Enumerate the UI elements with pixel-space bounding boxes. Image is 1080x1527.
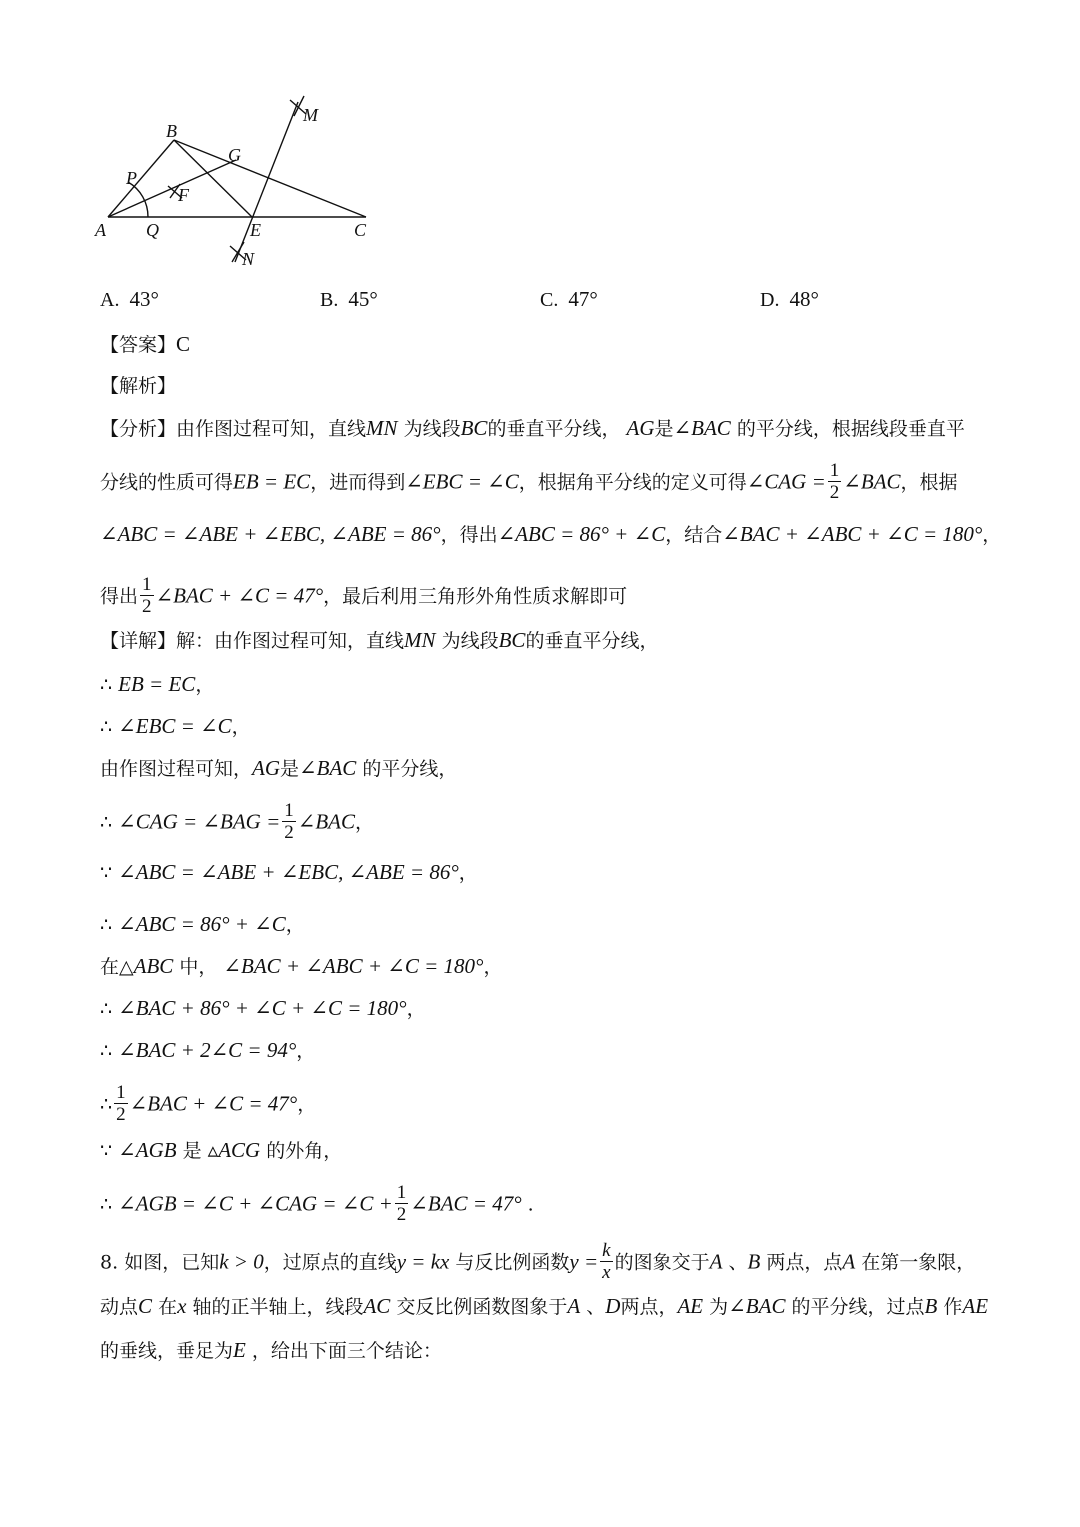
text-fragment: ，: [231, 716, 251, 738]
text-fragment: x: [602, 1262, 611, 1283]
analysis-line-2: [100, 462, 990, 505]
text-fragment: ∴: [100, 914, 113, 936]
text-fragment: ，进而得到: [310, 471, 406, 494]
analysis-line-1: [100, 414, 990, 443]
text-fragment: 的垂线，垂足为: [100, 1340, 234, 1362]
text-fragment: 1: [829, 460, 840, 481]
detail-line-3: [100, 712, 990, 741]
text-fragment: ∵: [100, 1140, 113, 1162]
text-fragment: 的平分线，: [362, 758, 458, 780]
math-expression: A: [842, 1249, 856, 1274]
text-fragment: 48°: [789, 287, 819, 311]
text-fragment: ，: [483, 956, 503, 978]
math-expression: E: [233, 1338, 246, 1362]
jiexi-heading: [100, 372, 990, 400]
detail-line-6: [100, 858, 990, 887]
line-MN: [235, 102, 298, 262]
math-expression: MN: [366, 416, 398, 440]
text-fragment: 作: [943, 1296, 963, 1318]
math-expression: A: [567, 1294, 581, 1318]
text-fragment: B.: [320, 289, 339, 311]
text-fragment: ，给出下面三个结论：: [251, 1340, 442, 1362]
text-fragment: 2: [142, 596, 152, 617]
label-B: B: [166, 121, 177, 141]
text-fragment: ，: [195, 674, 215, 696]
text-fragment: ，: [458, 862, 478, 884]
text-fragment: 解：由作图过程可知，直线: [176, 630, 405, 652]
text-fragment: 1: [396, 1182, 407, 1203]
math-expression: ∠BAC + 86° + ∠C + ∠C = 180°: [118, 996, 407, 1020]
text-fragment: 在△: [100, 956, 134, 978]
text-fragment: C: [176, 332, 191, 356]
text-fragment: 8.: [100, 1251, 119, 1274]
math-expression: B: [924, 1294, 938, 1318]
detail-line-10: [100, 1036, 990, 1065]
math-expression: AE: [677, 1294, 704, 1318]
text-fragment: ∴: [100, 1093, 113, 1116]
detail-line-12: [100, 1136, 990, 1165]
math-expression: x: [177, 1294, 187, 1318]
math-expression: D: [605, 1294, 621, 1318]
text-fragment: ，: [355, 811, 375, 834]
math-expression: ABC: [133, 954, 174, 978]
label-E: E: [250, 220, 261, 240]
detail-line-13: [100, 1184, 990, 1227]
text-fragment: 为: [709, 1296, 729, 1318]
text-fragment: ∴: [100, 811, 113, 834]
math-expression: ∠BAC + 2∠C = 94°: [118, 1038, 297, 1062]
text-fragment: C.: [540, 289, 559, 311]
text-fragment: ∵: [100, 862, 113, 884]
text-fragment: 的垂直平分线，: [487, 418, 621, 440]
segment-BC: [174, 140, 366, 217]
math-expression: ∠ABC = 86° + ∠C: [497, 522, 666, 546]
text-fragment: ，结合: [665, 524, 723, 546]
math-expression: EB = EC: [118, 672, 196, 696]
math-expression: k > 0: [219, 1249, 264, 1274]
detail-line-11: [100, 1084, 990, 1127]
text-fragment: 2: [396, 1204, 407, 1225]
text-fragment: ∴: [100, 674, 113, 696]
math-expression: B: [747, 1249, 761, 1274]
text-fragment: 是: [654, 418, 674, 440]
math-expression: y = kx: [396, 1249, 450, 1274]
detail-line-9: [100, 994, 990, 1023]
text-fragment: 2: [284, 822, 294, 843]
text-fragment: 是: [182, 1140, 202, 1162]
text-fragment: 轴的正半轴上，线段: [192, 1296, 364, 1318]
text-fragment: D.: [760, 289, 780, 311]
text-fragment: 交反比例函数图象于: [396, 1296, 568, 1318]
math-expression: ∠AGB = ∠C + ∠CAG = ∠C +: [118, 1191, 393, 1216]
label-Q: Q: [146, 220, 159, 240]
text-fragment: 43°: [129, 287, 159, 311]
text-fragment: ，根据角平分线的定义可得: [518, 471, 747, 494]
text-fragment: 是: [280, 758, 300, 780]
math-expression: ∠BAC: [297, 809, 356, 834]
fraction-k-over-x: [600, 1240, 612, 1283]
text-fragment: 在: [158, 1296, 178, 1318]
text-fragment: ∴: [100, 1040, 113, 1062]
math-expression: ∠ABC = ∠ABE + ∠EBC, ∠ABE = 86°: [100, 522, 441, 546]
text-fragment: 47°: [568, 287, 598, 311]
text-fragment: 的图象交于: [614, 1251, 710, 1274]
text-fragment: k: [602, 1240, 611, 1261]
text-fragment: 1: [116, 1082, 126, 1103]
text-fragment: 得出: [100, 585, 139, 608]
math-expression: MN: [404, 628, 436, 652]
text-fragment: 的垂直平分线，: [525, 630, 659, 652]
text-fragment: 两点，: [620, 1296, 678, 1318]
answer-line: [100, 330, 990, 359]
math-expression: AG: [252, 756, 281, 780]
detail-line-7: [100, 910, 990, 939]
text-fragment: ∴: [100, 1193, 113, 1216]
text-fragment: 、: [586, 1296, 606, 1318]
math-expression: ∠BAC: [728, 1294, 786, 1318]
text-fragment: ∴: [100, 998, 113, 1020]
text-fragment: ，: [297, 1093, 317, 1116]
text-fragment: 2: [829, 482, 840, 503]
text-fragment: 、: [728, 1251, 748, 1274]
text-fragment: 两点，点: [766, 1251, 843, 1274]
option-c[interactable]: [540, 287, 598, 312]
fraction-half: [395, 1182, 409, 1225]
label-N: N: [242, 249, 255, 269]
text-fragment: ，: [982, 524, 1002, 546]
text-fragment: 在第一象限，: [861, 1251, 976, 1274]
question-8-line-1: [100, 1242, 990, 1285]
math-expression: EB = EC: [233, 469, 311, 494]
option-d[interactable]: [760, 287, 819, 312]
text-fragment: 【答案】: [100, 334, 177, 356]
label-P: P: [126, 168, 137, 188]
text-fragment: 2: [116, 1104, 126, 1125]
text-fragment: 分线的性质可得: [100, 471, 234, 494]
text-fragment: ∴: [100, 716, 113, 738]
math-expression: ∠BAC + ∠ABC + ∠C = 180°: [223, 954, 484, 978]
detail-line-1: [100, 626, 990, 655]
text-fragment: ，根据: [900, 471, 958, 494]
math-expression: A: [709, 1249, 723, 1274]
text-fragment: 的平分线，过点: [791, 1296, 925, 1318]
math-expression: ∠AGB: [118, 1138, 177, 1162]
text-fragment: ，: [296, 1040, 316, 1062]
math-expression: ∠ABC = 86° + ∠C: [118, 912, 286, 936]
math-expression: ∠BAC: [299, 756, 357, 780]
text-fragment: 与反比例函数: [455, 1251, 570, 1274]
detail-line-5: [100, 802, 990, 845]
fraction-half: [828, 460, 842, 503]
question-8-line-3: [100, 1336, 990, 1365]
text-fragment: 为线段: [441, 630, 499, 652]
text-fragment: 中，: [179, 956, 218, 978]
math-expression: ∠BAC + ∠C = 47°: [155, 583, 324, 608]
fraction-half: [114, 1082, 128, 1125]
text-fragment: 的平分线，根据线段垂直平: [736, 418, 965, 440]
answer-options: [100, 287, 990, 317]
text-fragment: 如图，已知: [124, 1251, 220, 1274]
fraction-half: [140, 574, 154, 617]
label-M: M: [303, 105, 318, 125]
text-fragment: 为线段: [403, 418, 461, 440]
math-expression: y =: [569, 1249, 599, 1274]
text-fragment: ，最后利用三角形外角性质求解即可: [323, 585, 628, 608]
text-fragment: ，: [406, 998, 426, 1020]
math-expression: AE: [962, 1294, 989, 1318]
geometry-figure: [90, 90, 390, 275]
text-fragment: 【分析】: [100, 418, 177, 440]
math-expression: ▵ACG: [207, 1138, 261, 1162]
label-G: G: [228, 145, 241, 165]
math-expression: ∠ABC = ∠ABE + ∠EBC, ∠ABE = 86°: [118, 860, 459, 884]
text-fragment: ，得出: [440, 524, 498, 546]
math-expression: BC: [498, 628, 526, 652]
math-expression: ∠BAC: [843, 469, 901, 494]
math-expression: C: [138, 1294, 153, 1318]
text-fragment: 由作图过程可知，直线: [176, 418, 367, 440]
math-expression: ∠BAC + ∠C = 47°: [129, 1091, 298, 1116]
detail-line-2: [100, 670, 990, 699]
math-expression: ∠EBC = ∠C: [118, 714, 232, 738]
label-F: F: [178, 185, 189, 205]
detail-line-8: [100, 952, 990, 981]
text-fragment: 【详解】: [100, 630, 177, 652]
option-b[interactable]: [320, 287, 378, 312]
text-fragment: 的外角，: [266, 1140, 343, 1162]
math-expression: ∠CAG = ∠BAG =: [118, 809, 281, 834]
text-fragment: A.: [100, 289, 120, 311]
math-expression: ∠BAC + ∠ABC + ∠C = 180°: [722, 522, 983, 546]
text-fragment: .: [527, 1193, 534, 1216]
segment-AB: [108, 140, 174, 217]
math-expression: AG: [626, 416, 655, 440]
text-fragment: ，: [285, 914, 305, 936]
text-fragment: 1: [142, 574, 152, 595]
analysis-line-4: [100, 576, 990, 619]
math-expression: ∠BAC: [673, 416, 731, 440]
fraction-half: [282, 800, 296, 843]
math-expression: ∠BAC = 47°: [410, 1191, 522, 1216]
question-8-line-2: [100, 1292, 990, 1321]
option-a[interactable]: [100, 287, 159, 312]
label-A: A: [95, 220, 106, 240]
text-fragment: 45°: [348, 287, 378, 311]
math-expression: BC: [460, 416, 488, 440]
text-fragment: 由作图过程可知，: [100, 758, 253, 780]
text-fragment: 【解析】: [100, 375, 177, 397]
text-fragment: ，过原点的直线: [263, 1251, 397, 1274]
math-expression: ∠EBC = ∠C: [405, 469, 519, 494]
text-fragment: 动点: [100, 1296, 139, 1318]
text-fragment: 1: [284, 800, 294, 821]
label-C: C: [354, 220, 367, 240]
math-expression: ∠CAG =: [746, 469, 826, 494]
detail-line-4: [100, 754, 990, 783]
analysis-line-3: [100, 520, 1002, 549]
math-expression: AC: [363, 1294, 391, 1318]
